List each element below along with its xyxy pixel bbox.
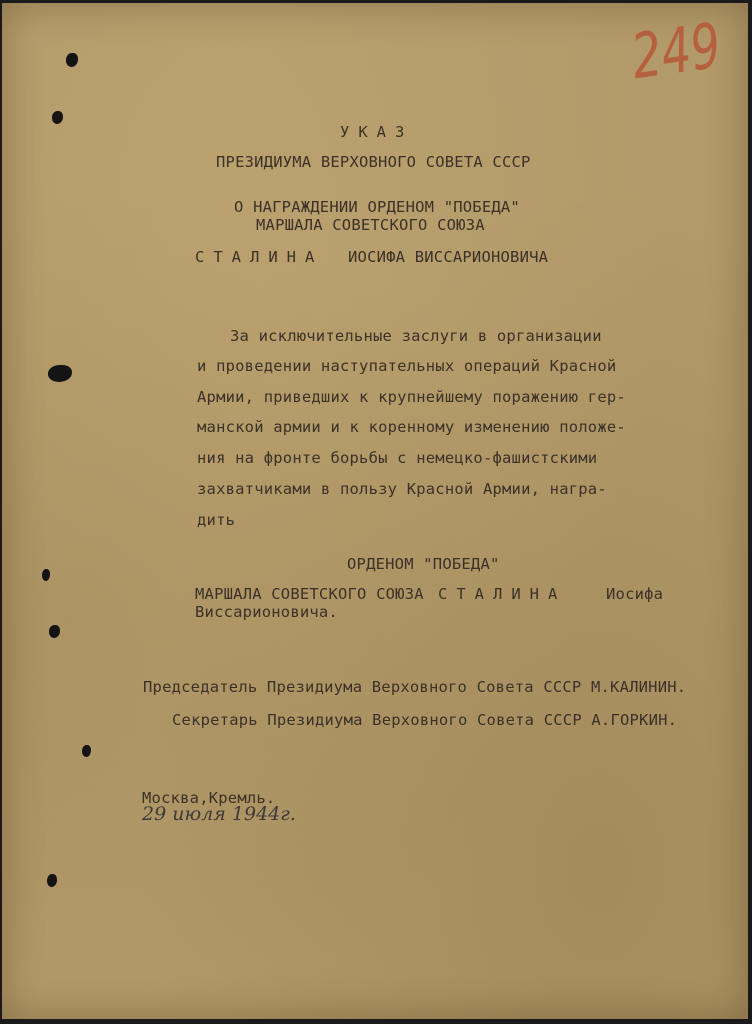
award-order: ОРДЕНОМ "ПОБЕДА" xyxy=(347,555,500,573)
body-line: захватчиками в пользу Красной Армии, награ- xyxy=(197,480,607,498)
document-page xyxy=(2,3,748,1019)
binder-hole xyxy=(66,53,78,67)
recipient-name: ИОСИФА ВИССАРИОНОВИЧА xyxy=(348,248,549,266)
body-line: и проведении наступательных операций Красной xyxy=(197,357,617,375)
issue-date-handwritten: 29 июля 1944г. xyxy=(142,803,296,825)
award-firstname: Иосифа xyxy=(606,585,664,603)
decree-subject-line2: МАРШАЛА СОВЕТСКОГО СОЮЗА xyxy=(256,216,485,234)
binder-hole xyxy=(82,745,91,757)
body-line: манской армии и к коренному изменению положе- xyxy=(197,418,626,436)
award-patronymic: Виссарионовича. xyxy=(195,603,338,621)
decree-issuer: ПРЕЗИДИУМА ВЕРХОВНОГО СОВЕТА СССР xyxy=(216,153,531,171)
binder-hole xyxy=(48,365,72,382)
secretary-signature: Секретарь Президиума Верховного Совета СССР А.ГОРКИН. xyxy=(172,711,678,729)
issue-place: Москва,Кремль. xyxy=(142,789,276,807)
body-line: дить xyxy=(197,511,236,529)
decree-title: УКАЗ xyxy=(340,123,414,141)
recipient-surname: СТАЛИНА xyxy=(195,248,324,266)
binder-hole xyxy=(42,569,50,581)
binder-hole xyxy=(49,625,60,638)
chairman-signature: Председатель Президиума Верховного Совета СССР М.КАЛИНИН. xyxy=(143,678,687,696)
body-line: За исключительные заслуги в организации xyxy=(230,327,602,345)
decree-subject-line1: О НАГРАЖДЕНИИ ОРДЕНОМ "ПОБЕДА" xyxy=(234,198,520,216)
binder-hole xyxy=(52,111,63,124)
award-surname: СТАЛИНА xyxy=(438,585,567,603)
body-line: ния на фронте борьбы с немецко-фашистскими xyxy=(197,449,598,467)
body-line: Армии, приведших к крупнейшему поражению гер- xyxy=(197,388,626,406)
archive-page-number: 249 xyxy=(627,8,726,94)
award-rank: МАРШАЛА СОВЕТСКОГО СОЮЗА xyxy=(195,585,424,603)
binder-hole xyxy=(47,874,57,887)
